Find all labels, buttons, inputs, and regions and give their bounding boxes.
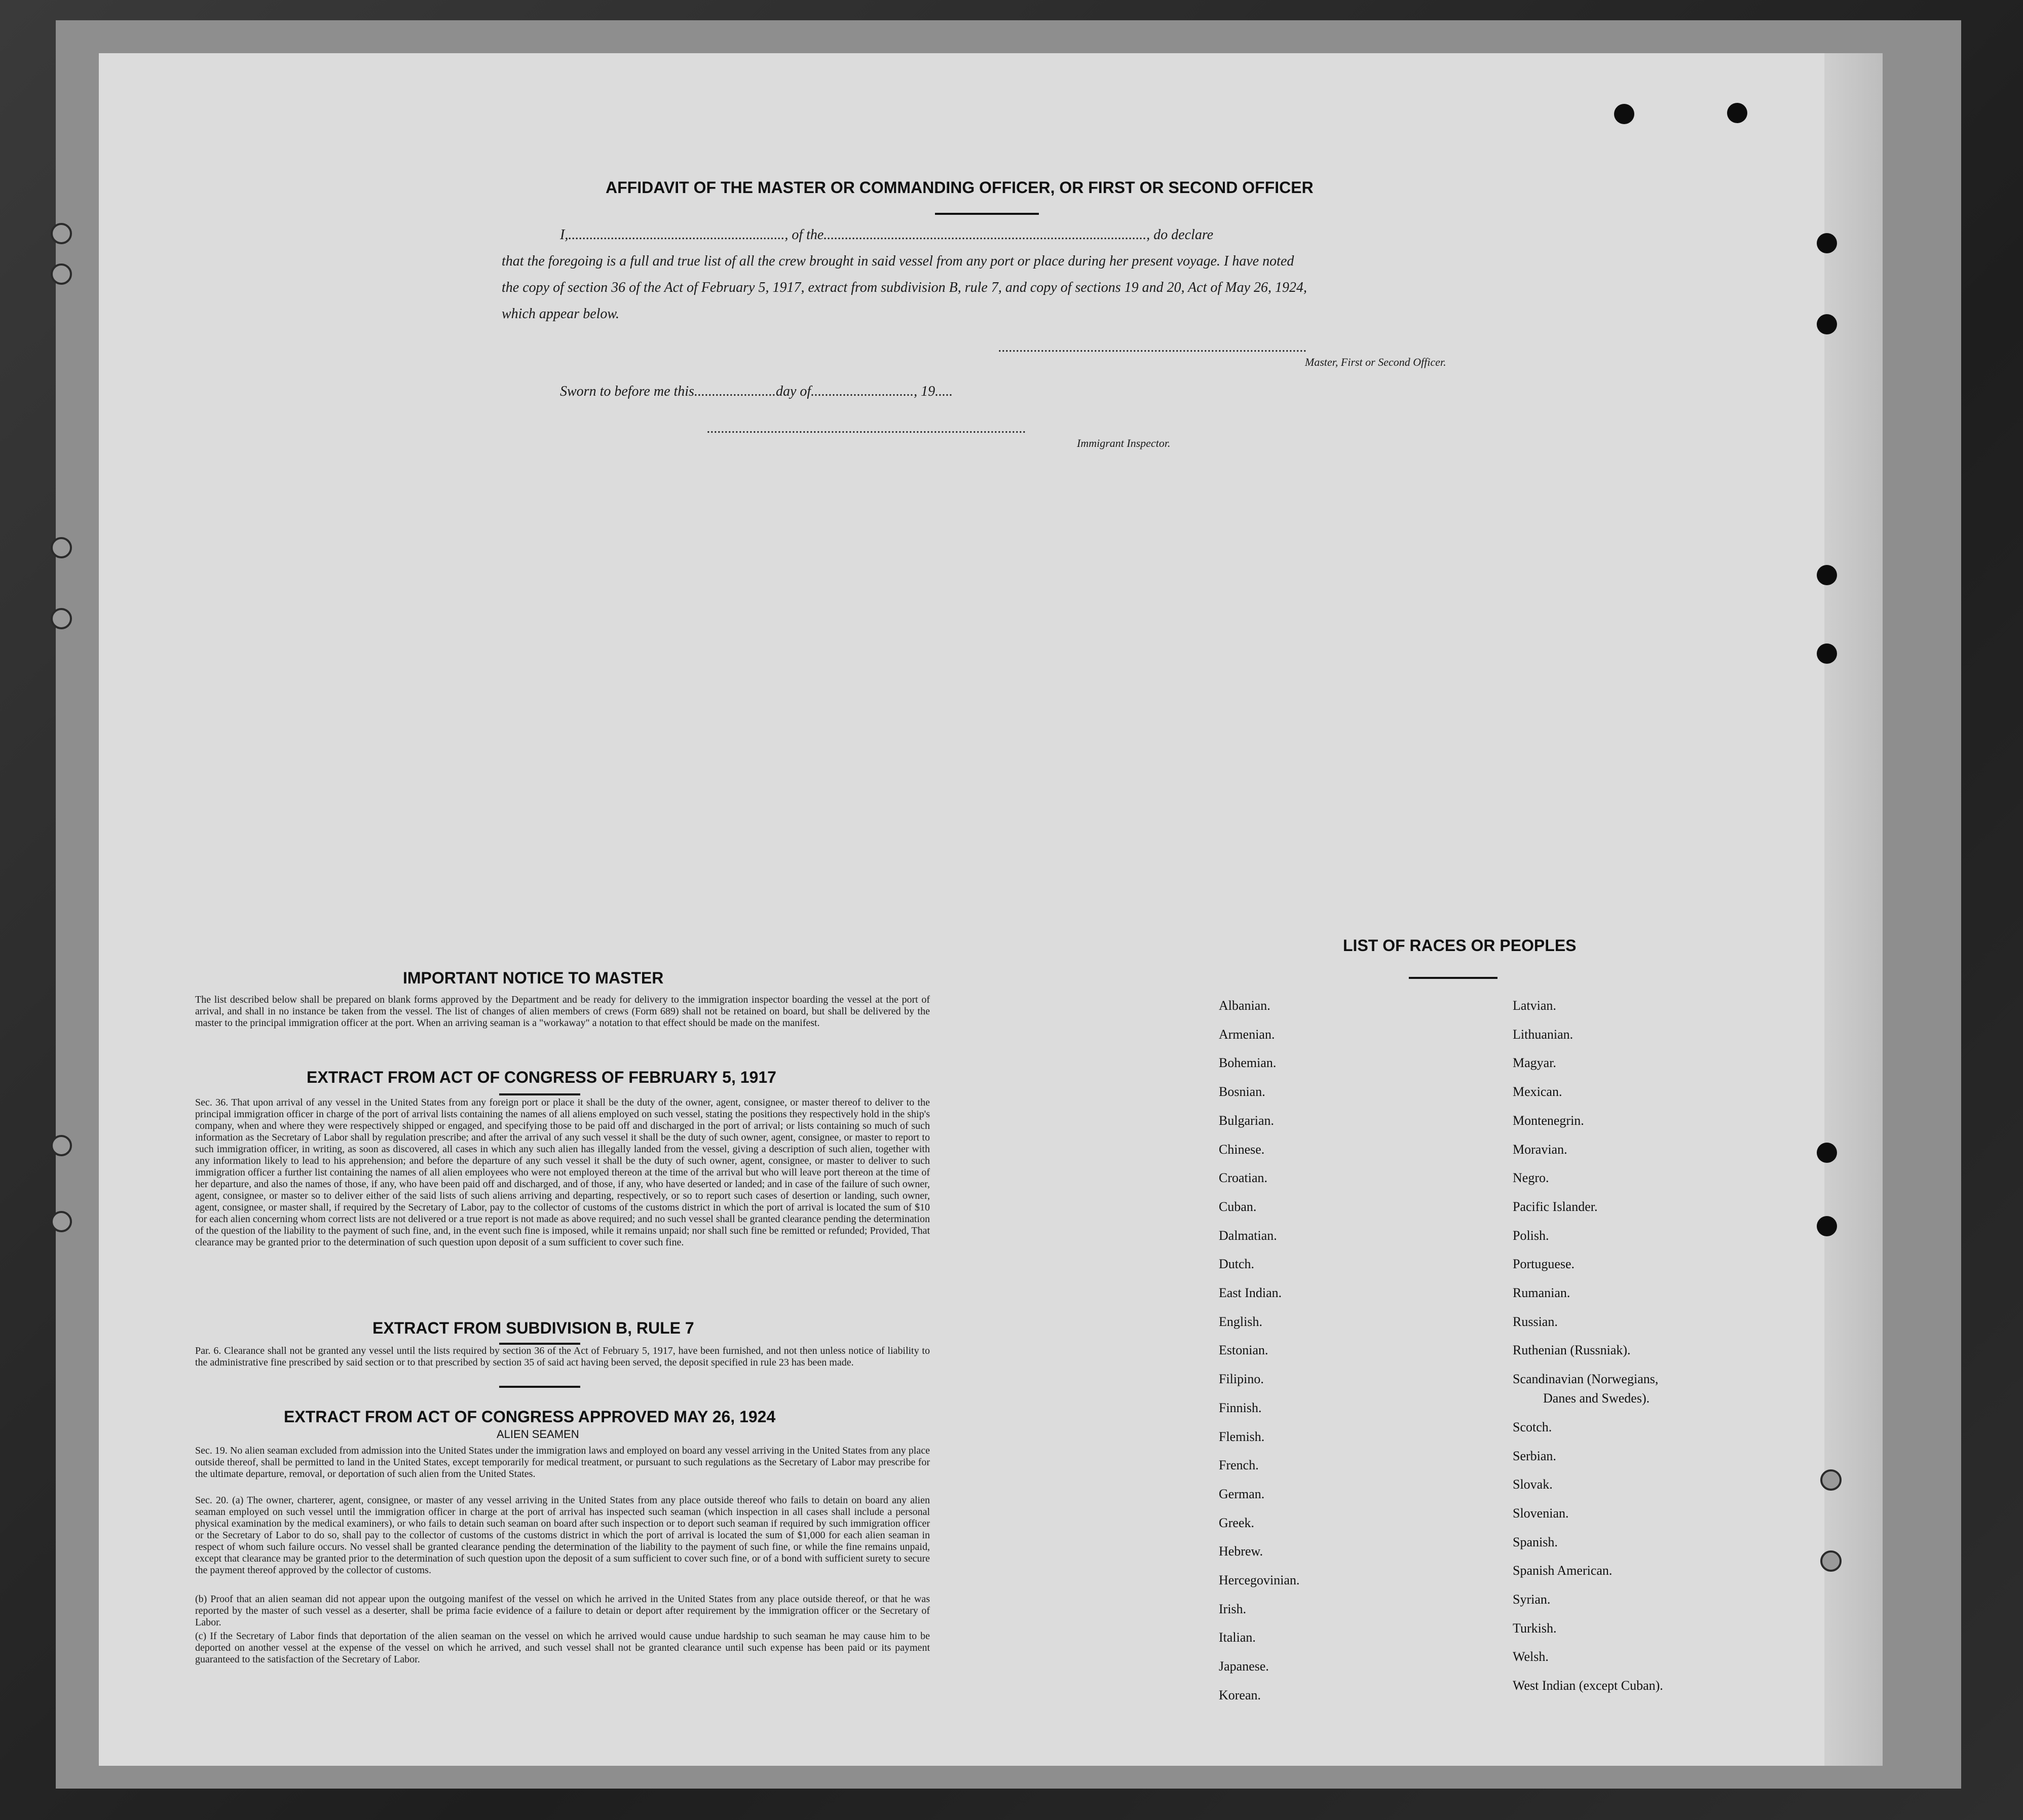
- race-item: French.: [1219, 1458, 1259, 1473]
- punch-hole: [1727, 103, 1747, 123]
- race-item: Cuban.: [1219, 1199, 1257, 1214]
- race-item: Mexican.: [1513, 1084, 1562, 1099]
- race-item: Spanish.: [1513, 1534, 1558, 1549]
- race-item: Russian.: [1513, 1314, 1558, 1329]
- inspector-signature-line: ..........................................................................................: [707, 421, 1026, 436]
- race-item: Dalmatian.: [1219, 1228, 1277, 1243]
- affidavit-line-3: the copy of section 36 of the Act of February 5, 1917, extract from subdivision B, rule 7, and copy of sections 19 and 20, Act of May 26, 1924,: [502, 280, 1307, 295]
- section-20c-text: (c) If the Secretary of Labor finds that deportation of the alien seaman on the vessel on which he arrived would cause undue hardship to such seaman he may cause him to be deported on another vessel at the expense of the vessel on which he arrived, and such vessel shall not be granted clearance until such expense has been paid or its payment guaranteed to the satisfaction of the Secretary of Labor.: [195, 1631, 930, 1665]
- punch-hole: [1820, 1550, 1842, 1572]
- race-item: Montenegrin.: [1513, 1113, 1584, 1128]
- page-fold: [1824, 53, 1883, 1766]
- race-item: Chinese.: [1219, 1142, 1265, 1157]
- race-item: Italian.: [1219, 1630, 1256, 1645]
- race-item: Ruthenian (Russniak).: [1513, 1343, 1631, 1358]
- extract-1924-title: EXTRACT FROM ACT OF CONGRESS APPROVED MAY 26, 1924: [284, 1408, 776, 1426]
- race-item: Korean.: [1219, 1687, 1261, 1702]
- sworn-line: Sworn to before me this.......................day of............................., 19.....: [560, 384, 953, 399]
- binder-ring: [51, 1135, 72, 1156]
- affidavit-line-2: that the foregoing is a full and true list of all the crew brought in said vessel from any port or place during her present voyage. I have noted: [502, 253, 1294, 269]
- race-item: Bulgarian.: [1219, 1113, 1275, 1128]
- binder-ring: [51, 223, 72, 244]
- race-item: Welsh.: [1513, 1649, 1549, 1664]
- punch-hole: [1817, 233, 1837, 253]
- race-item: Dutch.: [1219, 1257, 1255, 1272]
- binder-ring: [51, 608, 72, 629]
- extract-1924-subtitle: ALIEN SEAMEN: [497, 1428, 579, 1440]
- race-item: Finnish.: [1219, 1400, 1262, 1415]
- race-item: Flemish.: [1219, 1429, 1265, 1444]
- extract-1917-text: Sec. 36. That upon arrival of any vessel in the United States from any foreign port or place it shall be the duty of the owner, agent, consignee, or master thereof to deliver to the principal immigration officer in charge of the port of arrival lists containing the names of all aliens employed on such vessel, stating the positions they respectively hold in the ship's company, when and where they were respectively shipped or engaged, and specifying those to be paid off and discharged in the port of arrival; or lists containing so much of such information as the Secretary of Labor shall by regulation prescribe; and after the arrival of any such vessel it shall be the duty of such owner, agent, consignee, or master to report to such immigration officer, in writing, as soon as discovered, all cases in which any such alien has illegally landed from the vessel, giving a description of such alien, together with any information likely to lead to his apprehension; and before the departure of any such vessel it shall be the duty of such owner, agent, consignee, or master to deliver to such immigration officer a further list containing the names of all alien employees who were not employed thereon at the time of the arrival but who will leave port thereon at the time of her departure, and also the names of those, if any, who have been paid off and discharged, and of those, if any, who have deserted or landed; and in case of the failure of such owner, agent, consignee, or master so to deliver either of the said lists of such aliens arriving and departing, respectively, or so to report such cases of desertion or landing, such owner, agent, consignee, or master shall, if required by the Secretary of Labor, pay to the collector of customs of the customs district in which the port of arrival is located the sum of $10 for each alien concerning whom correct lists are not delivered or a true report is not made as above required; and no such vessel shall be granted clearance pending the determination of the question of the liability to the payment of such fine, and, in the event such fine is imposed, while it remains unpaid; nor shall such fine be remitted or refunded; Provided, That clearance may be granted prior to the determination of such question upon deposit of a sum sufficient to cover such fine.: [195, 1097, 930, 1248]
- races-title: LIST OF RACES OR PEOPLES: [1343, 936, 1577, 955]
- race-item: Japanese.: [1219, 1659, 1269, 1674]
- race-item: Moravian.: [1513, 1142, 1567, 1157]
- race-item: Bosnian.: [1219, 1084, 1265, 1099]
- section-19-text: Sec. 19. No alien seaman excluded from admission into the United States under the immigration laws and employed on board any vessel arriving in the United States from any place outside thereof, shall be permitted to land in the United States, except temporarily for medical treatment, or pursuant to such regulations as the Secretary of Labor may prescribe for the ultimate departure, removal, or deportation of such alien from the United States.: [195, 1445, 930, 1480]
- notice-text: The list described below shall be prepared on blank forms approved by the Department and be ready for delivery to the immigration inspector boarding the vessel at the port of arrival, and shall in no instance be taken from the vessel. The list of changes of alien members of crews (Form 689) shall not be retained on board, but shall be delivered by the master to the principal immigration officer at the port. When an arriving seaman is a "workaway" a notation to that effect should be made on the manifest.: [195, 994, 930, 1029]
- punch-hole: [1817, 314, 1837, 334]
- race-item: Scandinavian (Norwegians,: [1513, 1372, 1659, 1387]
- race-item: Slovenian.: [1513, 1505, 1569, 1521]
- extract-rule7-end-divider: [499, 1386, 580, 1388]
- affidavit-divider: [935, 213, 1039, 215]
- extract-rule7-divider: [499, 1343, 580, 1345]
- affidavit-line-4: which appear below.: [502, 306, 620, 322]
- race-item: Albanian.: [1219, 998, 1270, 1013]
- extract-rule7-title: EXTRACT FROM SUBDIVISION B, RULE 7: [372, 1319, 694, 1337]
- section-20b-text: (b) Proof that an alien seaman did not appear upon the outgoing manifest of the vessel on which he arrived in the United States from any place outside thereof, or that he was reported by the master of such vessel as a deserter, shall be prima facie evidence of a failure to detain or deport after requirement by the immigration officer or the Secretary of Labor.: [195, 1594, 930, 1628]
- race-item: Greek.: [1219, 1515, 1255, 1530]
- race-item: Bohemian.: [1219, 1055, 1277, 1071]
- race-item: West Indian (except Cuban).: [1513, 1678, 1663, 1693]
- affidavit-title: AFFIDAVIT OF THE MASTER OR COMMANDING OFFICER, OR FIRST OR SECOND OFFICER: [606, 178, 1314, 197]
- race-item: Scotch.: [1513, 1419, 1552, 1434]
- race-item: Croatian.: [1219, 1170, 1268, 1186]
- race-item: Rumanian.: [1513, 1285, 1570, 1300]
- affidavit-line-1: I,............................................................., of the..........................................................................................., do declare: [560, 227, 1214, 243]
- binder-ring: [51, 537, 72, 558]
- extract-1917-divider: [499, 1093, 580, 1095]
- race-item: Estonian.: [1219, 1343, 1268, 1358]
- binder-ring: [51, 1211, 72, 1232]
- master-signature-line: .......................................................................................: [998, 339, 1307, 355]
- race-item: Irish.: [1219, 1601, 1247, 1616]
- race-item: German.: [1219, 1486, 1265, 1501]
- punch-hole: [1817, 1143, 1837, 1163]
- race-item: Turkish.: [1513, 1620, 1557, 1636]
- race-item: Magyar.: [1513, 1055, 1556, 1071]
- race-item: Polish.: [1513, 1228, 1549, 1243]
- race-item: Danes and Swedes).: [1543, 1391, 1650, 1406]
- notice-title: IMPORTANT NOTICE TO MASTER: [403, 969, 664, 987]
- punch-hole: [1614, 104, 1634, 124]
- binder-ring: [51, 263, 72, 285]
- race-item: Syrian.: [1513, 1592, 1551, 1607]
- inspector-signature-label: Immigrant Inspector.: [1077, 437, 1171, 449]
- race-item: Negro.: [1513, 1170, 1549, 1186]
- punch-hole: [1817, 565, 1837, 585]
- master-signature-label: Master, First or Second Officer.: [1305, 356, 1446, 368]
- race-item: Spanish American.: [1513, 1563, 1613, 1578]
- race-item: Hercegovinian.: [1219, 1573, 1300, 1587]
- race-item: Latvian.: [1513, 998, 1556, 1013]
- section-20a-text: Sec. 20. (a) The owner, charterer, agent, consignee, or master of any vessel arriving in the United States from any place outside thereof who fails to detain on board any alien seaman employed on such vessel until the immigration officer in charge at the port of arrival has inspected such seaman (which inspection in all cases shall include a personal physical examination by the medical examiners), or who fails to detain such seaman on board after such inspection or to deport such seaman if required by such immigration officer or the Secretary of Labor to do so, shall pay to the collector of customs of the customs district in which the port of arrival is located the sum of $1,000 for each alien seaman in respect of whom such failure occurs. No vessel shall be granted clearance pending the determination of the liability to the payment of such fine, or while the fine remains unpaid, except that clearance may be granted prior to the determination of such question upon the deposit of a sum sufficient to cover such fine, or of a bond with sufficient surety to secure the payment thereof approved by the collector of customs.: [195, 1495, 930, 1576]
- race-item: Armenian.: [1219, 1027, 1275, 1042]
- extract-rule7-text: Par. 6. Clearance shall not be granted any vessel until the lists required by section 36 of the Act of February 5, 1917, have been furnished, and not then unless notice of liability to the administrative fine prescribed by said section or to that prescribed by section 35 of said act having been served, the deposit specified in rule 23 has been made.: [195, 1345, 930, 1368]
- race-item: Pacific Islander.: [1513, 1199, 1598, 1214]
- race-item: Lithuanian.: [1513, 1027, 1574, 1042]
- race-item: Filipino.: [1219, 1372, 1264, 1387]
- extract-1917-title: EXTRACT FROM ACT OF CONGRESS OF FEBRUARY 5, 1917: [307, 1068, 776, 1086]
- race-item: Serbian.: [1513, 1448, 1556, 1463]
- races-divider: [1409, 977, 1497, 979]
- race-item: English.: [1219, 1314, 1262, 1329]
- race-item: Hebrew.: [1219, 1544, 1263, 1559]
- race-item: Slovak.: [1513, 1477, 1553, 1492]
- punch-hole: [1817, 643, 1837, 664]
- race-item: East Indian.: [1219, 1285, 1282, 1300]
- race-item: Portuguese.: [1513, 1257, 1575, 1272]
- punch-hole: [1817, 1216, 1837, 1236]
- punch-hole: [1820, 1469, 1842, 1491]
